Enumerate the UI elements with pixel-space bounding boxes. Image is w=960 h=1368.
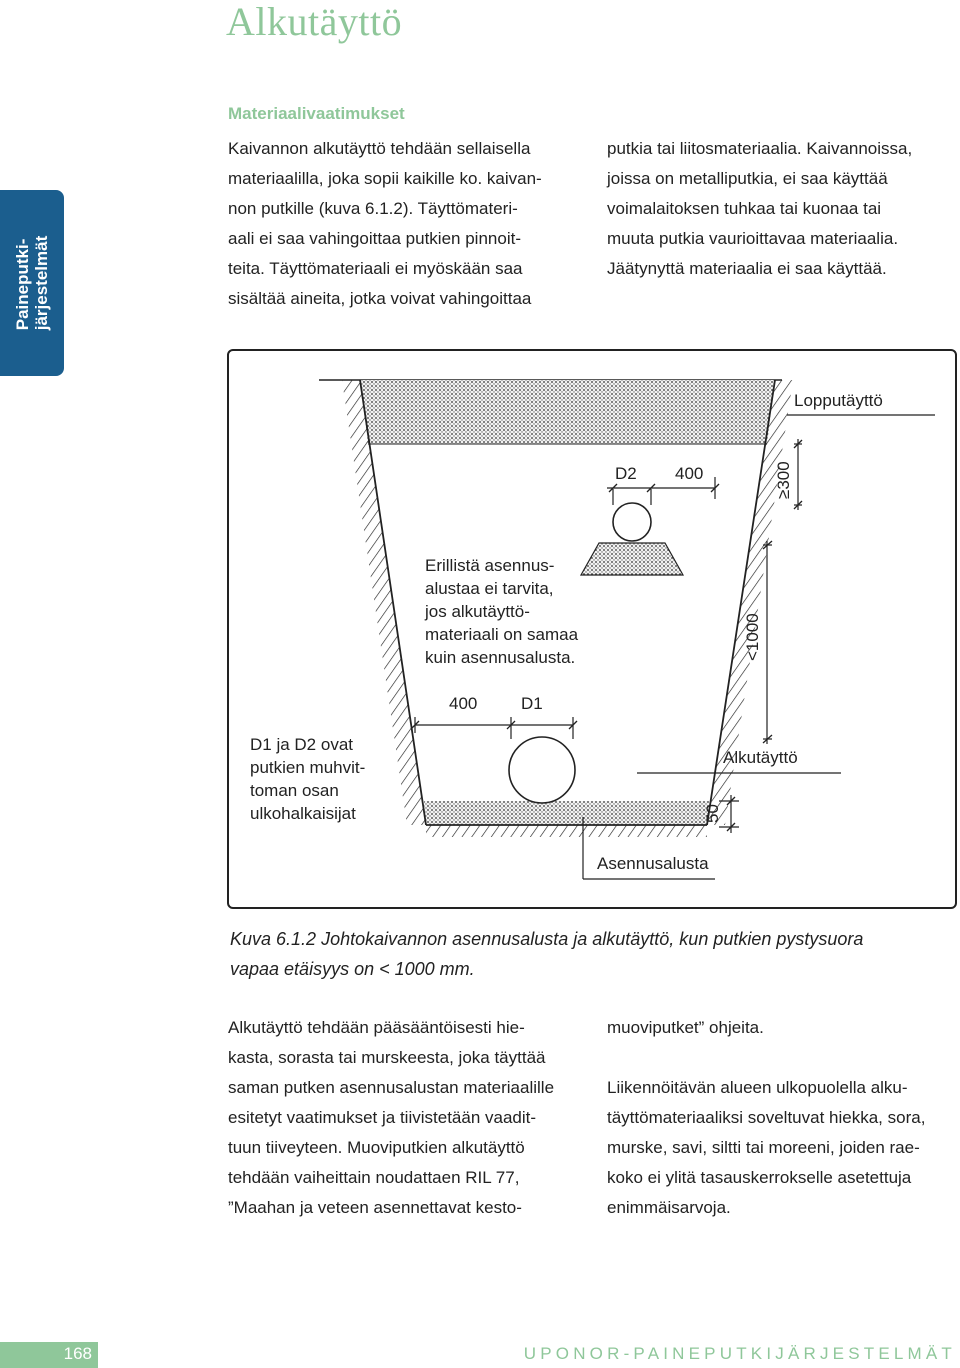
label-alkutaytto: Alkutäyttö [723,748,798,767]
label-lopputaytto: Lopputäyttö [794,391,883,410]
body-column-2: muoviputket” ohjeita. Liikennöitävän alueen ulkopuolella alku- täyttömateriaaliksi soveltuvat hiekka, sora, murske, savi, siltti tai moreeni, joiden rae- koko ei ylitä tasauskerrokselle asetettuja enimmäisarvoja. [607,1018,926,1217]
page-title: Alkutäyttö [226,0,403,44]
label-lt1000: <1000 [743,613,762,661]
label-asennusalusta: Asennusalusta [597,854,709,873]
figure-caption: Kuva 6.1.2 Johtokaivannon asennusalusta ja alkutäyttö, kun putkien pystysuora vapaa etäisyys on < 1000 mm. [230,929,864,979]
intro-column-2: putkia tai liitosmateriaalia. Kaivannoissa, joissa on metalliputkia, ei saa käyttää voimalaitoksen tuhkaa tai kuonaa tai muuta putkia vaurioittavaa materiaalia. Jäätynyttä materiaalia ei saa käyttää. [607,139,913,278]
label-d1: D1 [521,694,543,713]
lopputaytto-fill [360,380,775,444]
pipe-d2 [613,503,651,541]
side-tab[interactable] [0,190,64,376]
soil-hatch-bottom [426,825,707,837]
label-d2: D2 [615,464,637,483]
label-d2-400: 400 [675,464,704,483]
footer-brand: UPONOR-PAINEPUTKIJÄRJESTELMÄT [523,1344,956,1363]
section-heading: Materiaalivaatimukset [228,104,405,123]
page-number: 168 [63,1344,92,1363]
label-ge300: ≥300 [774,461,793,499]
note-d1-d2: D1 ja D2 ovat putkien muhvit- toman osan ulkohalkaisijat [250,735,366,823]
intro-column-1: Kaivannon alkutäyttö tehdään sellaisella materiaalilla, joka sopii kaikille ko. kaivan- non putkille (kuva 6.1.2). Täyttömateri- aali ei saa vahingoittaa putkien pinnoit- teita. Täyttömateriaali ei myöskään saa sisältää aineita, jotka voivat vahingoittaa [228,139,542,308]
body-column-1: Alkutäyttö tehdään pääsääntöisesti hie- kasta, sorasta tai murskeesta, joka täyttää saman putken asennusalustan materiaalille esitetyt vaatimukset ja tiivistetään vaadit- tuun tiiveyteen. Muoviputkien alkutäyttö tehdään vaiheittain noudattaen RIL 77, ”Maahan ja veteen asennettavat kesto- [228,1018,555,1217]
label-d1-400: 400 [449,694,478,713]
pipe-d1 [509,737,575,803]
label-50: 50 [703,804,722,823]
note-separate-bedding: Erillistä asennus- alustaa ei tarvita, jos alkutäyttö- materiaali on samaa kuin asennusalusta. [425,556,579,667]
page-number-box [0,1342,98,1368]
side-tab-label: Paineputki- järjestelmät [13,235,51,331]
d2-bedding [581,543,683,575]
asennusalusta-fill [424,801,709,825]
trench-diagram [227,349,957,909]
